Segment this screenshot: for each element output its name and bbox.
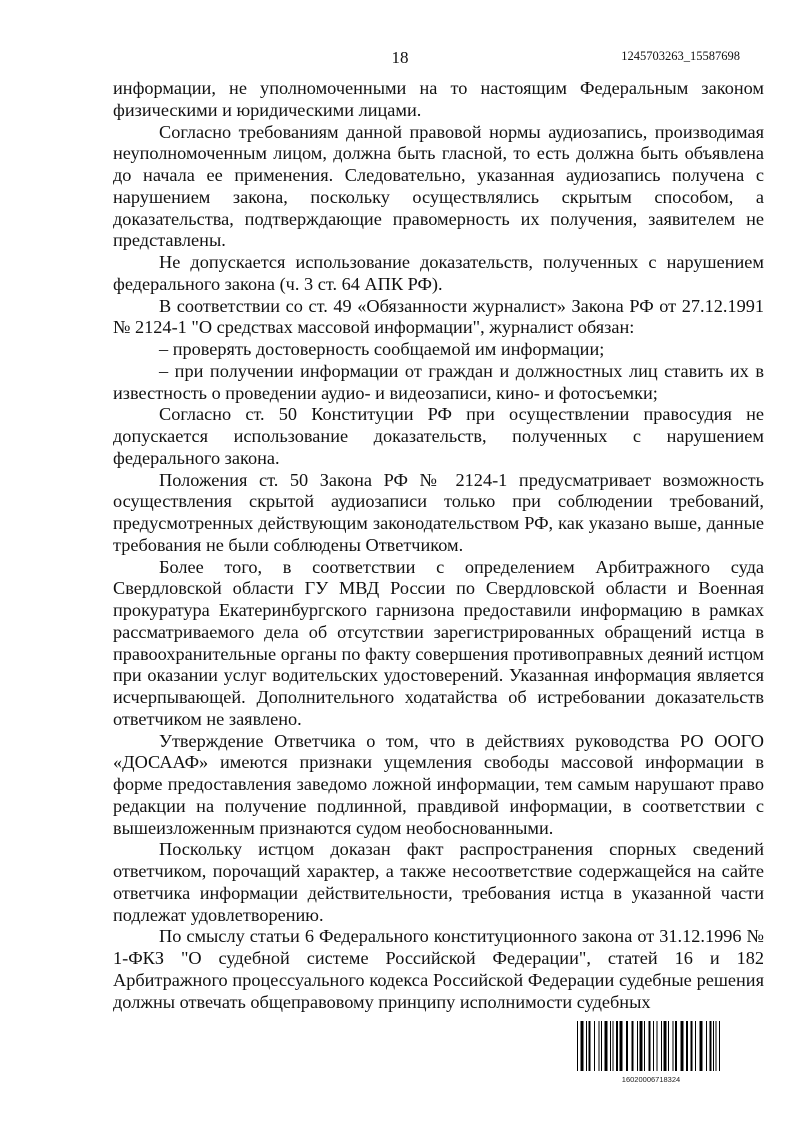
paragraph: Не допускается использование доказательств, полученных с нарушением федерального закона (ч. 3 ст. 64 АПК РФ). [113, 252, 764, 294]
paragraph: Утверждение Ответчика о том, что в действиях руководства РО ООГО «ДОСААФ» имеются признаки ущемления свободы массовой информации в форме предоставления заведомо ложной информации, тем самым нарушают право редакции на получение подлинной, правдивой информации, в соответствии с вышеизложенным признаются судом необоснованными. [113, 730, 764, 838]
barcode-bar [700, 1021, 703, 1071]
barcode-bar [710, 1021, 712, 1071]
barcode-bar [605, 1021, 608, 1071]
barcode-bar [589, 1021, 591, 1071]
paragraph: Согласно ст. 50 Конституции РФ при осуществлении правосудия не допускается использование доказательств, полученных с нарушением федерального закона. [113, 404, 764, 468]
barcode-bar [640, 1021, 643, 1071]
paragraph: информации, не уполномоченными на то настоящим Федеральным законом физическими и юридическими лицами. [113, 78, 764, 120]
page-number: 18 [391, 48, 409, 67]
barcode-bar [601, 1021, 602, 1071]
document-body [113, 78, 764, 1013]
barcode-bar [713, 1021, 714, 1071]
barcode-bar [649, 1021, 651, 1071]
barcode-bar [644, 1021, 645, 1071]
barcode-bar [581, 1021, 584, 1071]
barcode-bar [620, 1021, 623, 1071]
barcode-bar [613, 1021, 614, 1071]
barcode-bar [691, 1021, 693, 1071]
barcode-number: 16020006718324 [621, 1075, 681, 1084]
paragraph: В соответствии со ст. 49 «Обязанности журналист» Закона РФ от 27.12.1991 № 2124-1 "О средствах массовой информации", журналист обязан: [113, 295, 764, 338]
barcode-bar [716, 1021, 717, 1071]
barcode-bar [661, 1021, 662, 1071]
barcode-bar [594, 1021, 595, 1071]
barcode-bar [586, 1021, 587, 1071]
paragraph: Более того, в соответствии с определением Арбитражного суда Свердловской области ГУ МВД России по Свердловской области и Военная прокуратура Екатеринбургского гарнизона предоставили информацию в рамках рассматриваемого дела об отсутствии зарегистрированных обращений истца в правоохранительные органы по факту совершения противоправных деяний истцом при оказании услуг водительских удостоверений. Указанная информация является исчерпывающей. Дополнительного ходатайства об истребовании доказательств ответчиком не заявлено. [113, 556, 764, 729]
barcode-bar [610, 1021, 611, 1071]
barcode-bar [673, 1021, 674, 1071]
paragraph: По смыслу статьи 6 Федерального конституционного закона от 31.12.1996 № 1-ФКЗ "О судебной системе Российской Федерации", статей 16 и 182 Арбитражного процессуального кодекса Российской Федерации судебные решения должны отвечать общеправовому принципу исполнимости судебных [113, 926, 764, 1012]
barcode-bar [695, 1021, 696, 1071]
barcode-bar [675, 1021, 677, 1071]
barcode-bar [664, 1021, 667, 1071]
barcode-bar [616, 1021, 618, 1071]
barcode-bar [657, 1021, 658, 1071]
paragraph: Согласно требованиям данной правовой нормы аудиозапись, производимая неуполномоченным лицом, должна быть гласной, то есть должна быть объявлена до начала ее применения. Следовательно, указанная аудиозапись получена с нарушением закона, поскольку осуществлялись скрытым способом, а доказательства, подтверждающие правомерность их получения, заявителем не представлены. [113, 121, 764, 251]
document-id: 1245703263_15587698 [621, 49, 740, 63]
barcode-bar [681, 1021, 684, 1071]
barcode-icon [577, 1021, 725, 1071]
barcode-bar [632, 1021, 634, 1071]
barcode-bar [686, 1021, 688, 1071]
paragraph: Поскольку истцом доказан факт распространения спорных сведений ответчиком, порочащий характер, а также несоответствие содержащейся на сайте ответчика информации действительности, требования истца в указанной части подлежат удовлетворению. [113, 839, 764, 925]
barcode-bar [637, 1021, 638, 1071]
barcode-bar [653, 1021, 654, 1071]
barcode-bar [599, 1021, 600, 1071]
barcode-bar [668, 1021, 669, 1071]
barcode-bar [706, 1021, 707, 1071]
barcode-bar [626, 1021, 628, 1071]
barcode-bar [719, 1021, 720, 1071]
paragraph: Положения ст. 50 Закона РФ № 2124-1 предусматривает возможность осуществления скрытой аудиозаписи только при соблюдении требований, предусмотренных действующим законодательством РФ, как указано выше, данные требования не были соблюдены Ответчиком. [113, 469, 764, 555]
barcode-bar [577, 1021, 578, 1071]
list-item: – проверять достоверность сообщаемой им информации; [159, 339, 605, 359]
list-item: – при получении информации от граждан и должностных лиц ставить их в известность о проведении аудио- и видеозаписи, кино- и фотосъемки; [113, 360, 764, 403]
